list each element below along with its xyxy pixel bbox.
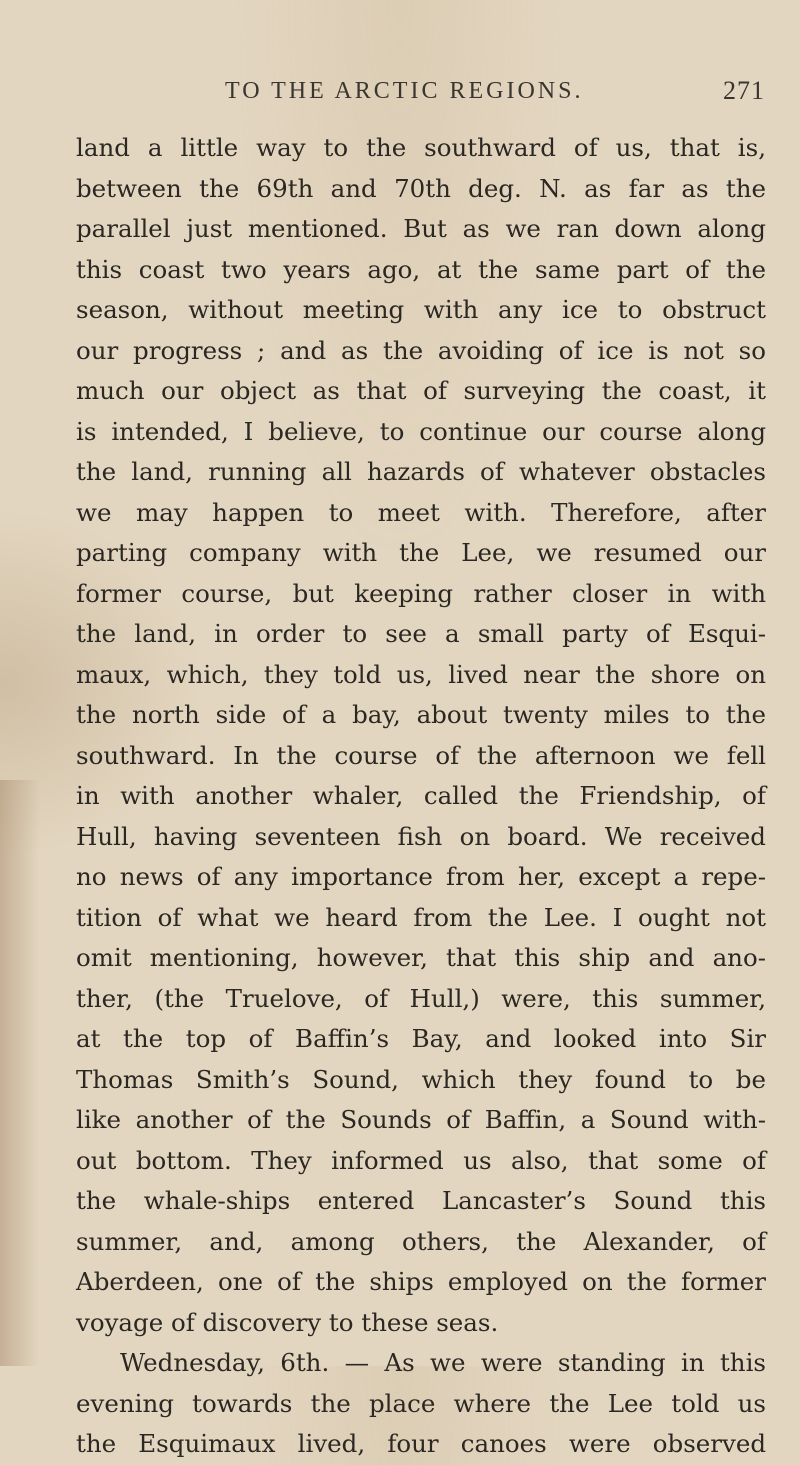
text-line: the land, in order to see a small party of Esqui- [76, 619, 766, 648]
paragraph-start-line: Wednesday, 6th. — As we were standing in this [120, 1348, 766, 1377]
text-line: the land, running all hazards of whatever obstacles [76, 457, 766, 486]
text-line: out bottom. They informed us also, that some of [76, 1145, 766, 1175]
text-line: like another of the Sounds of Baffin, a Sound with- [76, 1105, 766, 1134]
text-line: summer, and, among others, the Alexander, of [76, 1226, 766, 1256]
text-line: maux, which, they told us, lived near the shore on [76, 659, 766, 689]
text-line: ther, (the Truelove, of Hull,) were, this summer, [76, 983, 766, 1013]
text-line: Thomas Smith’s Sound, which they found to be [76, 1064, 766, 1094]
text-line: Aberdeen, one of the ships employed on the former [76, 1267, 766, 1296]
text-line: parallel just mentioned. But as we ran down along [76, 214, 766, 243]
text-line: southward. In the course of the afternoon we fell [76, 740, 766, 770]
text-line: between the 69th and 70th deg. N. as far as the [76, 173, 766, 203]
text-line: at the top of Baffin’s Bay, and looked into Sir [76, 1024, 766, 1053]
text-line: evening towards the place where the Lee told us [76, 1388, 766, 1418]
running-head [225, 78, 765, 114]
text-line: land a little way to the southward of us, that is, [76, 133, 766, 162]
text-line: the whale-ships entered Lancaster’s Sound this [76, 1186, 766, 1215]
text-line: we may happen to meet with. Therefore, after [76, 497, 766, 527]
text-line: Hull, having seventeen fish on board. We received [76, 821, 766, 851]
text-line: our progress ; and as the avoiding of ice is not so [76, 335, 766, 365]
text-line: omit mentioning, however, that this ship and ano- [76, 943, 766, 972]
text-line: season, without meeting with any ice to obstruct [76, 295, 766, 324]
page-number: 271 [723, 76, 765, 105]
text-line: in with another whaler, called the Friendship, of [76, 781, 766, 810]
text-line: former course, but keeping rather closer in with [76, 578, 766, 608]
text-line: much our object as that of surveying the coast, it [76, 376, 766, 405]
page-edge-shadow [0, 780, 40, 1366]
running-title: TO THE ARCTIC REGIONS. [225, 78, 584, 104]
text-line: this coast two years ago, at the same part of the [76, 254, 766, 284]
text-line: the Esquimaux lived, four canoes were observed [76, 1429, 766, 1458]
text-line: parting company with the Lee, we resumed our [76, 538, 766, 567]
text-line: no news of any importance from her, except a repe- [76, 862, 766, 891]
paragraph-end-line: voyage of discovery to these seas. [76, 1307, 499, 1337]
body-text [76, 128, 766, 1465]
text-line: is intended, I believe, to continue our course along [76, 416, 766, 446]
text-line: tition of what we heard from the Lee. I ought not [76, 902, 766, 932]
text-line: the north side of a bay, about twenty miles to the [76, 700, 766, 729]
